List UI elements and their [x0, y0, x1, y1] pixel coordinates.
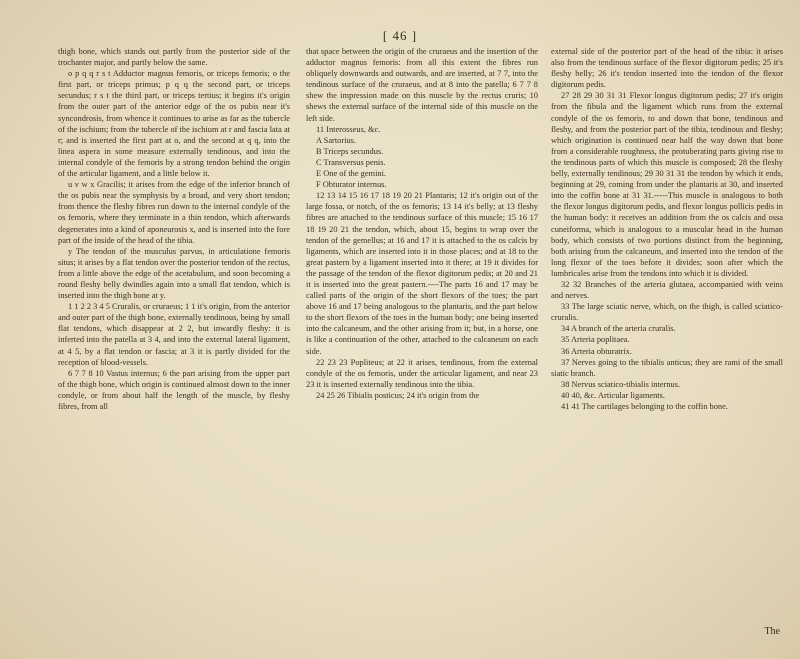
paragraph: 27 28 29 30 31 31 Flexor longus digitorum pedis; 27 it's origin from the fibula and the ligament which runs from the external condyle of the os femoris, to and down that bone, tendinous and fleshy, and from the posterior part of the tibia, tendinous and fleshy; which origination is continued near half the way down that bone from a considerable roughness, the protuberating parts giving rise to the tendinous parts of which this muscle is composed; 28 the fleshy belly, externally tendinous; 29 30 31 31 the tendon by which it ends, beginning at 29, coming from under the plantaris at 30, and inserted into the coffin bone at 31 31.-----This muscle is analogous to both the flexor longus digitorum pedis, and flexor longus pollicis pedis in the human body: it receives an addition from the os calcis and ossa cuneiforma, which is analogous to a muscular head in the human body, which consists of two portions distinct from the beginning, both arising from the calcaneum, and inserted into the tendon of the long flexor of the toes before it divides; soon after which the lumbricales arise from the tendons into which it is divided. [551, 91, 783, 278]
paragraph: u v w x Gracilis; it arises from the edge of the inferior branch of the os pubis near the symphysis by a broad, and very short tendon; from thence the fleshy fibres run down to the internal condyle of the os femoris, where they terminate in a thin tendon, which afterwards degenerates into a kind of aponeurosis x, and is inserted into the fore part of the inside of the head of the tibia. [58, 180, 290, 245]
paragraph: thigh bone, which stands out partly from the posterior side of the trochanter major, and partly below the same. [58, 47, 290, 68]
legend-item: C Transversus penis. [316, 157, 386, 167]
paragraph: external side of the posterior part of the head of the tibia: it arises also from the tendinous surface of the flexor digitorum pedis; 25 it's fleshy belly; 26 it's tendon inserted into the tendon of the flexor digitorum pedis. [551, 47, 783, 90]
legend-item: 40 40, &c. Articular ligaments. [561, 390, 665, 400]
paragraph: 32 32 Branches of the arteria glutaea, accompanied with veins and nerves. [551, 279, 783, 301]
paragraph: 1 1 2 2 3 4 5 Cruralis, or cruraeus; 1 1 it's origin, from the anterior and outer part of the thigh bone, externally tendinous, being by small flat tendons, which disappear at 2 2, but inwardly fleshy: it is inferted into the patella at 3 4, and into the external lateral ligament, at 4 5, by a flat tendon or fascia; at 3 it is partly divided for the reception of blood-vessels. [58, 302, 291, 367]
legend-item: 38 Nervus sciatico-tibialis internus. [561, 379, 681, 389]
text-column-3 [551, 46, 783, 412]
legend-item: B Triceps secundus. [316, 146, 384, 156]
paragraph: that space between the origin of the cruraeus and the insertion of the adductor magnus femoris: from all this extent the fibres run obliquely downwards and outwards, and are inserted, at 7 7, into the tendinous surface of the cruraeus, and at 8 into the patella; 6 7 7 8 shew the impression made on this muscle by the rectus cruris; 10 shews the external surface of the internal side of this muscle on the left side. [306, 47, 538, 123]
paragraph: 22 23 23 Popliteus; at 22 it arises, tendinous, from the external condyle of the os femoris, under the articular ligament, and near 23 23 it is inserted externally tendinous into the tibia. [306, 357, 538, 389]
paragraph: 24 25 26 Tibialis posticus; 24 it's origin from the [316, 390, 480, 400]
paragraph: 33 The large sciatic nerve, which, on the thigh, is called sciatico-cruralis. [551, 302, 783, 323]
legend-item: 36 Arteria obturatrix. [561, 346, 632, 356]
paragraph: o p q q r s t Adductor magnus femoris, or triceps femoris; o the first part, or triceps primus; p q q the second part, or triceps secundus; r s t the third part, or triceps tertius; it begins it's origin from the outer part of the anterior edge of the os pubis near it's syncondrosis, from whence it continues to arise as far as the tubercle of the ischium; from the tubercle of the ischium at r and fascia lata at r; and is inserted the first part at o, and the second at q q, into the linea aspera in some measure externally tendinous, and into the internal condyle of the femoris by a strong tendon behind the origin of the articular ligament, and a little below it. [58, 69, 290, 179]
legend-item: 41 41 The cartilages belonging to the coffin bone. [561, 402, 728, 411]
legend-item: 11 Interosseus, &c. [316, 124, 381, 134]
legend-item: 34 A branch of the arteria cruralis. [561, 324, 676, 334]
catchword: The [764, 626, 780, 637]
page-number: [ 46 ] [382, 28, 418, 43]
paragraph: 37 Nerves going to the tibialis anticus; they are rami of the small siatic branch. [551, 357, 783, 378]
text-column-1 [58, 46, 290, 412]
legend-item: 35 Arteria poplitaea. [561, 335, 630, 345]
text-column-2 [306, 46, 538, 401]
legend-item: A Sartorius. [316, 135, 357, 145]
legend-item: E One of the gemini. [316, 169, 387, 179]
legend-item: F Obturator internus. [316, 180, 387, 190]
paragraph: y The tendon of the musculus parvus, in articulatione femoris situs; it arises by a flat tendon over the posterior tendon of the rectus, from a little above the edge of the acetabulum, and soon becoming a round fleshy belly dwindles again into a small flat tendon, which is inserted into the thigh bone at y. [58, 246, 290, 301]
paragraph: 12 13 14 15 16 17 18 19 20 21 Plantaris; 12 it's origin out of the large fossa, or notch, of the os femoris; 13 14 it's belly; at 13 fleshy fibres are attached to the tendinous surface of this muscle; 15 16 17 18 19 20 21 the tendon, which, about 15, begins to wrap over the tendon of the gemellus; at 16 and 17 it is attached to the os calcis by ligaments, which are inserted into it in those places; and at 18 to the great pastern by a ligament inserted into it there; at 19 it divides for the passage of the tendon of the flexor digitorum pedis; at 20 and 21 it is inserted into the great pastern.----The parts 16 and 17 may be called parts of the origin of the short flexors of the toes; the part above 16 and 17 being analogous to the plantaris, and the part below to the short flexors of the toes in the human body; one being inserted into the calcaneum, and the other arising from it; but, in a horse, one is like a continuation of the other, attached to the calcaneum on each side. [306, 191, 538, 356]
paragraph: 6 7 7 8 10 Vastus internus; 6 the part arising from the upper part of the thigh bone, which origin is continued almost down to the inner condyle, or from about half the length of the muscle, by fleshy fibres, from all [58, 368, 290, 411]
